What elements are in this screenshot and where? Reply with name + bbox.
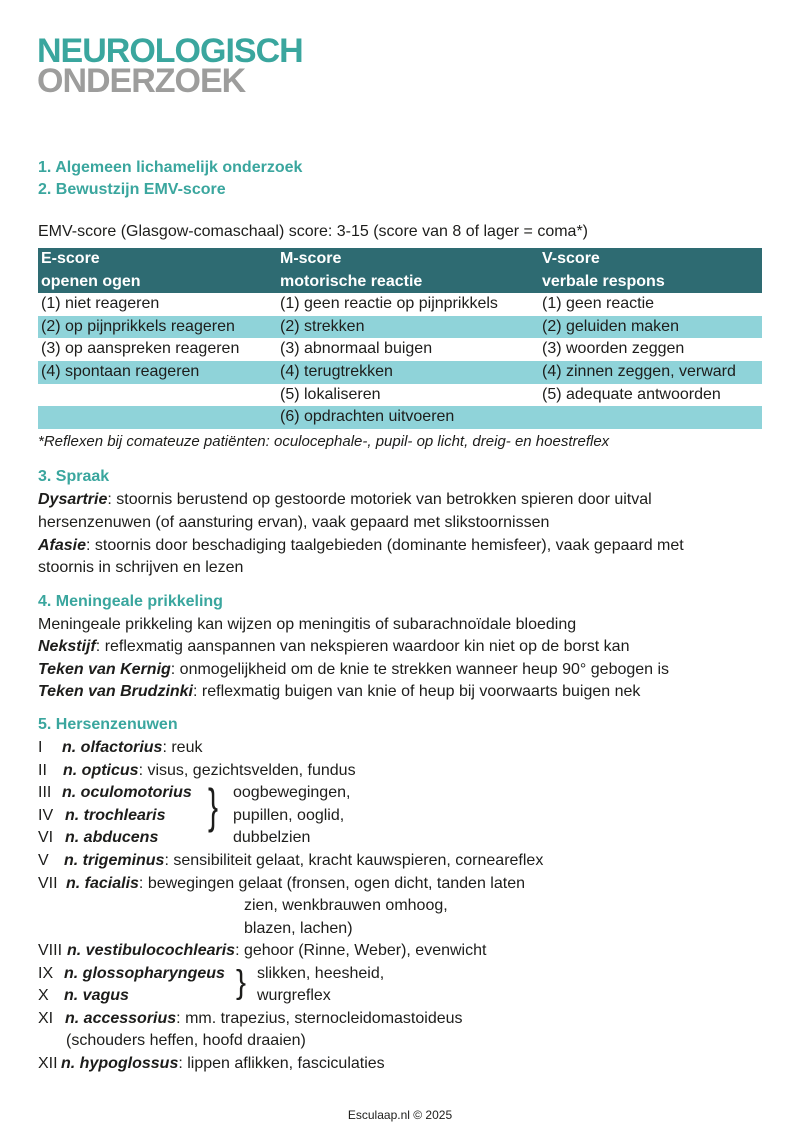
- table-cell: [38, 384, 280, 407]
- section-heading-4: 4. Meningeale prikkeling: [38, 593, 223, 610]
- emv-table: [38, 248, 762, 429]
- footer-copyright: Esculaap.nl © 2025: [347, 1108, 453, 1122]
- table-cell: [38, 406, 280, 429]
- table-row: [38, 361, 762, 384]
- nerve-function: : sensibiliteit gelaat, kracht kauwspieren, corneareflex: [164, 852, 544, 869]
- nerve-name: n. oculomotorius: [62, 784, 192, 801]
- section-heading-2: 2. Bewustzijn EMV-score: [38, 181, 226, 198]
- table-cell: (3) woorden zeggen: [542, 340, 685, 358]
- table-row: [38, 338, 762, 361]
- nerve-name: n. glossopharyngeus: [64, 965, 225, 982]
- emv-header-cell: openen ogen: [41, 272, 141, 290]
- nerve-10: [38, 986, 129, 1006]
- definition: : reflexmatig buigen van knie of heup bij voorwaarts buigen nek: [193, 683, 641, 700]
- table-cell: (2) geluiden maken: [542, 317, 679, 335]
- table-cell: (4) spontaan reageren: [41, 362, 200, 380]
- table-cell: (5) adequate antwoorden: [542, 385, 721, 403]
- table-cell: (1) geen reactie op pijnprikkels: [280, 295, 498, 313]
- section-heading-5: 5. Hersenzenuwen: [38, 716, 178, 733]
- table-row: [38, 406, 762, 429]
- nerve-function: : visus, gezichtsvelden, fundus: [138, 762, 356, 779]
- kernig-line: [38, 660, 669, 680]
- brace-icon: }: [208, 780, 219, 834]
- nerve-number: IV: [38, 807, 54, 824]
- nerve-number: IX: [38, 965, 54, 982]
- nerve-3: [38, 783, 192, 803]
- nerve-11: [38, 1009, 463, 1029]
- table-row: [38, 384, 762, 407]
- emv-header-cell: V-score: [542, 250, 600, 267]
- nerve-number: V: [38, 852, 49, 869]
- nerve-number: VI: [38, 829, 54, 846]
- dysartrie-line: [38, 490, 652, 510]
- table-cell: (1) niet reageren: [41, 295, 160, 313]
- table-row: [38, 293, 762, 316]
- definition: : stoornis berustend op gestoorde motoriek van betrokken spieren door uitval: [107, 491, 652, 508]
- dysartrie-line-2: hersenzenuwen (of aansturing ervan), vaak gepaard met slikstoornissen: [38, 514, 550, 531]
- nerve-name: n. opticus: [63, 762, 139, 779]
- term: Teken van Brudzinki: [38, 683, 193, 700]
- emv-header-cell: E-score: [41, 250, 100, 267]
- table-cell: (4) zinnen zeggen, verward: [542, 362, 736, 380]
- nerve-11-continuation: (schouders heffen, hoofd draaien): [66, 1032, 306, 1049]
- title-line-2: ONDERZOEK: [37, 62, 246, 100]
- emv-header-row: [38, 248, 762, 271]
- nerve-number: I: [38, 739, 43, 756]
- nerve-6: [38, 828, 158, 848]
- nerve-12: [38, 1054, 385, 1074]
- nerve-name: n. olfactorius: [62, 739, 163, 756]
- nerve-number: VII: [38, 875, 58, 892]
- brudzinki-line: [38, 682, 640, 702]
- nerve-number: X: [38, 987, 49, 1004]
- nerve-number: II: [38, 762, 47, 779]
- nerve-name: n. trigeminus: [64, 852, 165, 869]
- nerve-name: n. accessorius: [65, 1010, 177, 1027]
- afasie-line: [38, 536, 684, 556]
- nerve-2: [38, 761, 356, 781]
- nerve-function: : reuk: [162, 739, 203, 756]
- nerve-7-continuation: zien, wenkbrauwen omhoog,: [244, 897, 448, 914]
- nerve-8: [38, 941, 486, 961]
- nerve-number: XII: [38, 1055, 58, 1072]
- nerve-4: [38, 806, 165, 826]
- section-heading-3: 3. Spraak: [38, 468, 110, 485]
- emv-intro: EMV-score (Glasgow-comaschaal) score: 3-15 (score van 8 of lager = coma*): [38, 223, 588, 240]
- nerve-function: : lippen aflikken, fasciculaties: [178, 1055, 385, 1072]
- nerve-number: XI: [38, 1010, 54, 1027]
- nerve-name: n. vestibulocochlearis: [67, 942, 236, 959]
- emv-header-cell: M-score: [280, 250, 342, 267]
- nerve-number: VIII: [38, 942, 63, 959]
- throat-group-line: wurgreflex: [257, 987, 331, 1004]
- meningeal-intro: Meningeale prikkeling kan wijzen op meningitis of subarachnoïdale bloeding: [38, 616, 577, 633]
- nerve-name: n. trochlearis: [65, 807, 166, 824]
- nerve-name: n. facialis: [66, 875, 139, 892]
- nerve-1: [38, 738, 202, 758]
- table-cell: (4) terugtrekken: [280, 362, 393, 380]
- definition: : onmogelijkheid om de knie te strekken wanneer heup 90° gebogen is: [170, 661, 670, 678]
- brace-icon: }: [236, 964, 247, 1001]
- term: Teken van Kernig: [38, 661, 171, 678]
- table-cell: (3) op aanspreken reageren: [41, 340, 240, 358]
- afasie-line-2: stoornis in schrijven en lezen: [38, 559, 244, 576]
- section-heading-1: 1. Algemeen lichamelijk onderzoek: [38, 159, 303, 176]
- nerve-name: n. vagus: [64, 987, 129, 1004]
- term: Nekstijf: [38, 638, 96, 655]
- table-cell: (2) op pijnprikkels reageren: [41, 317, 235, 335]
- term: Dysartrie: [38, 491, 108, 508]
- table-cell: (5) lokaliseren: [280, 385, 381, 403]
- nerve-5: [38, 851, 543, 871]
- table-row: [38, 316, 762, 339]
- nerve-name: n. abducens: [65, 829, 159, 846]
- definition: : reflexmatig aanspannen van nekspieren waardoor kin niet op de borst kan: [95, 638, 630, 655]
- throat-group-line: slikken, heesheid,: [257, 965, 385, 982]
- table-cell: (6) opdrachten uitvoeren: [280, 408, 455, 426]
- emv-header-cell: verbale respons: [542, 272, 665, 290]
- eye-group-line: oogbewegingen,: [233, 784, 351, 801]
- nerve-number: III: [38, 784, 52, 801]
- nerve-function: : gehoor (Rinne, Weber), evenwicht: [235, 942, 487, 959]
- emv-header-row: [38, 271, 762, 294]
- nekstijf-line: [38, 637, 629, 657]
- emv-header-cell: motorische reactie: [280, 272, 423, 290]
- nerve-name: n. hypoglossus: [61, 1055, 179, 1072]
- title-line-1: NEUROLOGISCH: [37, 32, 303, 70]
- nerve-9: [38, 964, 225, 984]
- nerve-function: : mm. trapezius, sternocleidomastoideus: [176, 1010, 463, 1027]
- table-cell: [542, 406, 762, 429]
- eye-group-line: pupillen, ooglid,: [233, 807, 345, 824]
- definition: : stoornis door beschadiging taalgebieden (dominante hemisfeer), vaak gepaard met: [86, 537, 684, 554]
- nerve-function: : bewegingen gelaat (fronsen, ogen dicht, tanden laten: [138, 875, 525, 892]
- eye-group-line: dubbelzien: [233, 829, 311, 846]
- table-cell: (1) geen reactie: [542, 295, 655, 313]
- table-cell: (3) abnormaal buigen: [280, 340, 433, 358]
- table-cell: (2) strekken: [280, 317, 365, 335]
- emv-footnote: *Reflexen bij comateuze patiënten: oculocephale-, pupil- op licht, dreig- en hoestreflex: [38, 433, 610, 450]
- nerve-7-continuation: blazen, lachen): [244, 920, 353, 937]
- nerve-7: [38, 874, 525, 894]
- term: Afasie: [38, 537, 87, 554]
